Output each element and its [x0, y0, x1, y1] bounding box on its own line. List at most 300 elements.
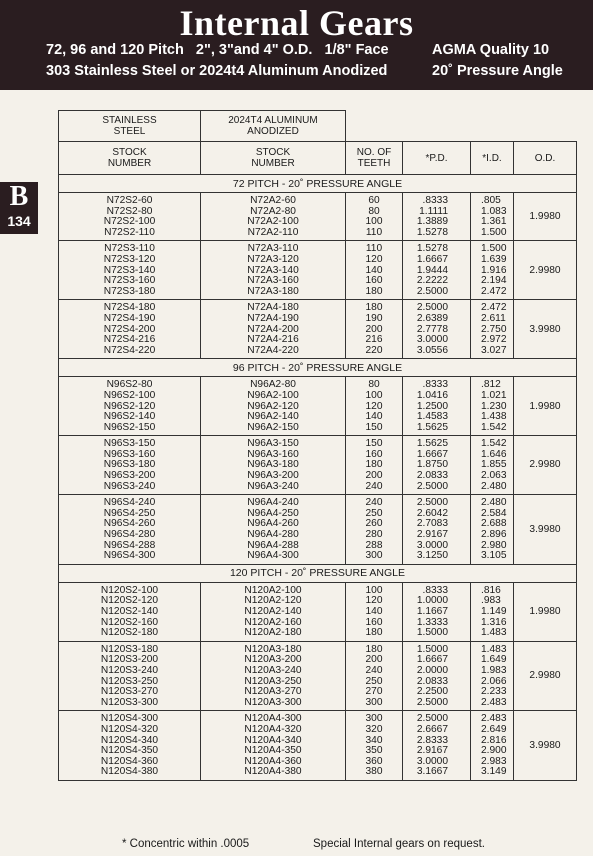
aluminum-stock: N72A2-100	[247, 216, 299, 228]
inside-diameter: 1.649	[481, 654, 507, 666]
teeth-cell	[346, 377, 403, 436]
teeth: 340	[365, 734, 383, 746]
teeth: 200	[365, 323, 383, 335]
teeth: 100	[365, 389, 383, 401]
section-row	[59, 359, 577, 377]
aluminum-stock-cell	[201, 641, 346, 711]
pitch-diameter-cell	[403, 377, 471, 436]
data-group	[59, 711, 577, 781]
aluminum-stock-cell	[201, 193, 346, 241]
pitch-diameter: 1.5625	[416, 438, 448, 450]
data-group	[59, 641, 577, 711]
pitch-diameter-cell	[403, 300, 471, 359]
aluminum-stock: N72A2-80	[250, 205, 296, 217]
inside-diameter: 2.063	[481, 470, 507, 482]
aluminum-stock-cell	[201, 711, 346, 781]
inside-diameter: 2.233	[481, 686, 507, 698]
teeth: 250	[365, 507, 383, 519]
column-header: *I.D.	[471, 142, 514, 175]
inside-diameter-cell	[471, 377, 514, 436]
aluminum-stock-cell	[201, 241, 346, 300]
aluminum-stock: N72A2-110	[247, 226, 299, 238]
aluminum-stock-cell	[201, 377, 346, 436]
inside-diameter: 3.027	[481, 344, 507, 356]
stainless-stock: N96S4-260	[103, 518, 156, 530]
stainless-stock: N96S4-280	[103, 529, 156, 541]
aluminum-stock: N96A3-180	[247, 459, 299, 471]
outside-diameter: 1.9980	[514, 582, 577, 641]
stainless-stock: N72S2-110	[104, 226, 155, 238]
pitch-diameter: 2.5000	[416, 713, 448, 725]
outside-diameter: 3.9980	[514, 300, 577, 359]
pitch-diameter: 1.4583	[416, 411, 448, 423]
teeth: 140	[365, 411, 383, 423]
teeth: 300	[365, 550, 383, 562]
pitch-diameter: 1.6667	[416, 253, 448, 265]
spec-line-1: 72, 96 and 120 Pitch 2", 3"and 4" O.D. 1/8" Face	[46, 42, 389, 58]
table-header-columns	[59, 142, 577, 175]
pitch-diameter: 3.0556	[416, 344, 448, 356]
teeth: 220	[365, 344, 383, 356]
aluminum-stock: N120A2-120	[244, 595, 302, 607]
pitch-diameter: 1.5000	[416, 627, 448, 639]
aluminum-stock: N96A2-120	[247, 400, 299, 412]
section-row	[59, 175, 577, 193]
outside-diameter: 2.9980	[514, 436, 577, 495]
inside-diameter: 2.816	[481, 734, 507, 746]
aluminum-stock: N120A3-300	[244, 696, 302, 708]
pitch-diameter: 3.0000	[416, 334, 448, 346]
footnote-special-request: Special Internal gears on request.	[313, 838, 485, 850]
data-group	[59, 436, 577, 495]
pitch-diameter: 1.1667	[416, 606, 448, 617]
stainless-stock: N72S3-180	[103, 285, 156, 297]
teeth-cell	[346, 495, 403, 565]
inside-diameter-cell	[471, 300, 514, 359]
teeth: 260	[365, 518, 383, 530]
stainless-stock: N120S3-300	[100, 696, 159, 708]
teeth: 288	[365, 539, 383, 551]
inside-diameter: 2.472	[481, 302, 507, 314]
inside-diameter: 1.639	[481, 253, 507, 265]
aluminum-stock: N96A4-240	[247, 497, 299, 509]
pitch-diameter-cell	[403, 436, 471, 495]
pitch-diameter: 1.3889	[416, 216, 448, 228]
stainless-stock: N120S2-100	[100, 584, 159, 596]
aluminum-stock: N72A2-60	[250, 195, 296, 206]
aluminum-stock: N96A4-250	[247, 507, 299, 519]
pitch-diameter: 2.9167	[416, 529, 448, 541]
inside-diameter: .805	[481, 195, 501, 206]
page-title: Internal Gears	[179, 3, 414, 43]
stainless-stock: N120S3-250	[100, 675, 159, 687]
stainless-stock: N72S2-60	[106, 195, 153, 206]
inside-diameter: 2.472	[481, 285, 507, 297]
section-title: 72 PITCH - 20˚ PRESSURE ANGLE	[59, 175, 577, 193]
data-group	[59, 377, 577, 436]
stainless-stock-cell	[59, 641, 201, 711]
pitch-diameter-cell	[403, 241, 471, 300]
inside-diameter: 1.083	[481, 205, 507, 217]
inside-diameter-cell	[471, 711, 514, 781]
inside-diameter: 3.105	[481, 550, 507, 562]
teeth: 240	[365, 664, 383, 676]
pitch-diameter: 1.6667	[416, 448, 448, 460]
stainless-stock: N72S2-80	[106, 205, 153, 217]
stainless-stock: N72S2-100	[103, 216, 156, 228]
pitch-diameter: 2.7778	[416, 323, 448, 335]
teeth: 100	[365, 216, 383, 228]
column-header: STOCK NUMBER	[59, 142, 201, 175]
outside-diameter: 2.9980	[514, 641, 577, 711]
stainless-stock: N120S2-140	[100, 606, 159, 617]
teeth: 180	[365, 627, 383, 639]
stainless-stock: N72S3-110	[104, 243, 155, 255]
stainless-stock: N96S2-150	[103, 421, 156, 433]
teeth: 140	[365, 606, 383, 617]
stainless-stock: N120S2-180	[100, 627, 159, 639]
spec-line-2: 303 Stainless Steel or 2024t4 Aluminum Anodized	[46, 63, 388, 79]
data-group	[59, 495, 577, 565]
teeth-cell	[346, 241, 403, 300]
inside-diameter: 1.500	[481, 226, 507, 238]
aluminum-stock: N120A4-360	[244, 755, 302, 767]
stainless-stock: N72S4-220	[103, 344, 156, 356]
teeth-cell	[346, 711, 403, 781]
stainless-stock: N96S4-240	[103, 497, 156, 509]
pitch-diameter: 1.6667	[416, 654, 448, 666]
teeth: 140	[365, 264, 383, 276]
teeth-cell	[346, 300, 403, 359]
aluminum-stock-cell	[201, 582, 346, 641]
teeth: 250	[365, 675, 383, 687]
stainless-stock: N120S4-300	[100, 713, 159, 725]
stainless-stock: N72S3-120	[103, 253, 156, 265]
inside-diameter: 1.316	[481, 616, 507, 628]
footnote-concentric: * Concentric within .0005	[122, 838, 250, 850]
inside-diameter: 2.980	[481, 539, 507, 551]
teeth: 190	[365, 312, 383, 324]
aluminum-stock: N120A2-160	[244, 616, 302, 628]
teeth: 380	[365, 766, 383, 778]
teeth: 60	[368, 195, 380, 206]
aluminum-stock: N120A3-180	[244, 643, 302, 655]
outside-diameter: 3.9980	[514, 495, 577, 565]
inside-diameter: 2.194	[481, 275, 507, 287]
aluminum-stock: N120A3-250	[244, 675, 302, 687]
aluminum-stock: N120A3-270	[244, 686, 302, 698]
teeth: 80	[368, 205, 380, 217]
aluminum-stock: N72A4-200	[247, 323, 299, 335]
aluminum-stock: N96A4-288	[247, 539, 299, 551]
aluminum-stock: N72A3-110	[247, 243, 299, 255]
pitch-diameter: 1.2500	[416, 400, 448, 412]
stainless-stock: N96S2-140	[103, 411, 156, 423]
inside-diameter: 1.483	[481, 643, 507, 655]
stainless-stock: N120S4-340	[100, 734, 159, 746]
inside-diameter: 1.021	[481, 389, 507, 401]
pitch-diameter: 2.5000	[416, 480, 448, 492]
inside-diameter: 2.649	[481, 723, 507, 735]
data-group	[59, 193, 577, 241]
inside-diameter: 1.361	[481, 216, 507, 228]
header-blank	[346, 111, 577, 142]
inside-diameter: 1.646	[481, 448, 507, 460]
inside-diameter: 2.480	[481, 480, 507, 492]
aluminum-stock: N72A3-140	[247, 264, 299, 276]
inside-diameter: 2.480	[481, 497, 507, 509]
data-group	[59, 300, 577, 359]
inside-diameter: 1.500	[481, 243, 507, 255]
aluminum-stock: N96A4-300	[247, 550, 299, 562]
stainless-stock-cell	[59, 377, 201, 436]
stainless-stock: N120S3-240	[100, 664, 159, 676]
inside-diameter: 2.483	[481, 713, 507, 725]
aluminum-stock: N120A2-140	[244, 606, 302, 617]
inside-diameter: 1.916	[481, 264, 507, 276]
pitch-diameter: 2.5000	[416, 285, 448, 297]
aluminum-stock: N96A3-160	[247, 448, 299, 460]
teeth: 110	[365, 226, 383, 238]
stainless-stock: N96S4-250	[103, 507, 156, 519]
inside-diameter-cell	[471, 241, 514, 300]
stainless-stock: N120S3-200	[100, 654, 159, 666]
inside-diameter: 2.896	[481, 529, 507, 541]
pitch-diameter: 2.2222	[416, 275, 448, 287]
pitch-diameter-cell	[403, 641, 471, 711]
stainless-stock: N96S2-100	[103, 389, 156, 401]
aluminum-stock-cell	[201, 436, 346, 495]
stainless-stock-cell	[59, 582, 201, 641]
stainless-stock: N96S4-288	[103, 539, 156, 551]
pitch-diameter: 2.9167	[416, 745, 448, 757]
teeth: 120	[365, 400, 383, 412]
aluminum-stock: N120A3-200	[244, 654, 302, 666]
pitch-diameter: 2.5000	[416, 696, 448, 708]
pitch-diameter: 2.6667	[416, 723, 448, 735]
section-tab	[0, 182, 38, 234]
stainless-stock-cell	[59, 241, 201, 300]
stainless-stock: N120S4-380	[100, 766, 159, 778]
teeth: 180	[365, 285, 383, 297]
inside-diameter-cell	[471, 641, 514, 711]
data-group	[59, 582, 577, 641]
aluminum-stock: N96A2-100	[247, 389, 299, 401]
inside-diameter: 2.750	[481, 323, 507, 335]
stainless-stock-cell	[59, 495, 201, 565]
teeth-cell	[346, 582, 403, 641]
stainless-stock-cell	[59, 193, 201, 241]
aluminum-stock: N96A4-260	[247, 518, 299, 530]
stainless-stock-cell	[59, 300, 201, 359]
stainless-stock: N72S4-190	[103, 312, 156, 324]
aluminum-stock: N96A2-150	[247, 421, 299, 433]
inside-diameter: 1.983	[481, 664, 507, 676]
pitch-diameter: 3.1250	[416, 550, 448, 562]
teeth: 240	[365, 480, 383, 492]
stainless-stock: N120S2-120	[100, 595, 159, 607]
pitch-diameter: 3.0000	[416, 539, 448, 551]
aluminum-stock: N120A3-240	[244, 664, 302, 676]
aluminum-stock: N120A4-350	[244, 745, 302, 757]
aluminum-stock: N72A3-160	[247, 275, 299, 287]
stainless-stock: N96S3-180	[103, 459, 156, 471]
pitch-diameter: .8333	[422, 379, 448, 391]
teeth: 80	[368, 379, 380, 391]
teeth: 150	[365, 421, 383, 433]
teeth: 160	[365, 448, 383, 460]
teeth-cell	[346, 436, 403, 495]
section-row	[59, 564, 577, 582]
pitch-diameter: 2.8333	[416, 734, 448, 746]
pitch-diameter: 1.9444	[416, 264, 448, 276]
inside-diameter: 2.584	[481, 507, 507, 519]
stainless-stock: N120S4-320	[100, 723, 159, 735]
pitch-diameter-cell	[403, 582, 471, 641]
stainless-stock: N120S4-350	[100, 745, 159, 757]
teeth: 180	[365, 302, 383, 314]
stainless-stock: N96S2-120	[103, 400, 156, 412]
spec-pressure-angle: 20˚ Pressure Angle	[432, 63, 563, 79]
teeth: 300	[365, 713, 383, 725]
inside-diameter: 3.149	[481, 766, 507, 778]
aluminum-stock: N120A4-340	[244, 734, 302, 746]
stainless-stock: N72S3-160	[103, 275, 156, 287]
aluminum-stock: N72A3-120	[247, 253, 299, 265]
pitch-diameter: 2.5000	[416, 302, 448, 314]
aluminum-stock: N96A3-200	[247, 470, 299, 482]
gear-table	[58, 110, 577, 781]
teeth: 270	[365, 686, 383, 698]
pitch-diameter: 1.8750	[416, 459, 448, 471]
inside-diameter: 1.483	[481, 627, 507, 639]
stainless-stock: N96S3-150	[103, 438, 156, 450]
teeth: 360	[365, 755, 383, 767]
inside-diameter: 2.066	[481, 675, 507, 687]
teeth: 240	[365, 497, 383, 509]
teeth: 160	[365, 275, 383, 287]
section-title: 120 PITCH - 20˚ PRESSURE ANGLE	[59, 564, 577, 582]
pitch-diameter-cell	[403, 193, 471, 241]
teeth: 150	[365, 438, 383, 450]
stainless-stock: N120S4-360	[100, 755, 159, 767]
inside-diameter: 2.900	[481, 745, 507, 757]
stainless-stock: N96S3-200	[103, 470, 156, 482]
inside-diameter: 1.438	[481, 411, 507, 423]
pitch-diameter: 3.1667	[416, 766, 448, 778]
inside-diameter: .812	[481, 379, 501, 391]
teeth: 320	[365, 723, 383, 735]
section-letter: B	[9, 181, 29, 212]
pitch-diameter: 2.5000	[416, 497, 448, 509]
column-header: O.D.	[514, 142, 577, 175]
aluminum-stock-cell	[201, 495, 346, 565]
stainless-stock: N96S3-240	[103, 480, 156, 492]
page-header	[0, 0, 593, 90]
inside-diameter: 2.972	[481, 334, 507, 346]
stainless-stock: N72S4-216	[103, 334, 156, 346]
inside-diameter: 1.149	[481, 606, 507, 617]
aluminum-stock: N72A3-180	[247, 285, 299, 297]
pitch-diameter: 1.5625	[416, 421, 448, 433]
aluminum-stock: N72A4-216	[247, 334, 299, 346]
teeth-cell	[346, 641, 403, 711]
teeth: 216	[365, 334, 383, 346]
teeth: 180	[365, 643, 383, 655]
pitch-diameter: 2.6389	[416, 312, 448, 324]
aluminum-stock: N96A2-80	[250, 379, 296, 391]
pitch-diameter: 1.0000	[416, 595, 448, 607]
pitch-diameter-cell	[403, 711, 471, 781]
pitch-diameter: 2.0000	[416, 664, 448, 676]
aluminum-stock: N120A4-380	[244, 766, 302, 778]
inside-diameter: 1.230	[481, 400, 507, 412]
aluminum-stock: N72A4-190	[247, 312, 299, 324]
stainless-stock-cell	[59, 436, 201, 495]
stainless-stock: N72S3-140	[103, 264, 156, 276]
pitch-diameter: 1.5000	[416, 643, 448, 655]
teeth: 350	[365, 745, 383, 757]
inside-diameter: 2.983	[481, 755, 507, 767]
inside-diameter: 2.611	[481, 312, 506, 324]
aluminum-stock: N96A4-280	[247, 529, 299, 541]
aluminum-stock-cell	[201, 300, 346, 359]
header-material: 2024T4 ALUMINUM ANODIZED	[201, 111, 346, 142]
aluminum-stock: N120A2-100	[244, 584, 302, 596]
inside-diameter-cell	[471, 495, 514, 565]
inside-diameter-cell	[471, 436, 514, 495]
stainless-stock-cell	[59, 711, 201, 781]
pitch-diameter: 2.6042	[416, 507, 448, 519]
teeth: 280	[365, 529, 383, 541]
aluminum-stock: N96A3-240	[247, 480, 299, 492]
teeth: 200	[365, 654, 383, 666]
data-group	[59, 241, 577, 300]
outside-diameter: 2.9980	[514, 241, 577, 300]
inside-diameter-cell	[471, 193, 514, 241]
inside-diameter: .816	[481, 584, 501, 596]
section-title: 96 PITCH - 20˚ PRESSURE ANGLE	[59, 359, 577, 377]
stainless-stock: N72S4-180	[103, 302, 156, 314]
aluminum-stock: N120A4-320	[244, 723, 302, 735]
header-material: STAINLESS STEEL	[59, 111, 201, 142]
outside-diameter: 1.9980	[514, 193, 577, 241]
teeth: 100	[365, 584, 383, 596]
teeth: 300	[365, 696, 383, 708]
teeth: 120	[365, 253, 383, 265]
column-header: *P.D.	[403, 142, 471, 175]
pitch-diameter-cell	[403, 495, 471, 565]
stainless-stock: N72S4-200	[103, 323, 156, 335]
pitch-diameter: 1.0416	[416, 389, 448, 401]
aluminum-stock: N120A4-300	[244, 713, 302, 725]
inside-diameter: 2.688	[481, 518, 507, 530]
stainless-stock: N120S3-180	[100, 643, 159, 655]
page-number: 134	[7, 213, 31, 229]
aluminum-stock: N120A2-180	[244, 627, 302, 639]
inside-diameter: 2.483	[481, 696, 507, 708]
pitch-diameter: 1.1111	[419, 205, 448, 217]
aluminum-stock: N72A4-180	[247, 302, 299, 314]
inside-diameter: 1.542	[481, 421, 507, 433]
stainless-stock: N96S4-300	[103, 550, 156, 562]
inside-diameter-cell	[471, 582, 514, 641]
aluminum-stock: N96A2-140	[247, 411, 299, 423]
teeth: 110	[365, 243, 383, 255]
outside-diameter: 3.9980	[514, 711, 577, 781]
teeth: 120	[365, 595, 383, 607]
inside-diameter: .983	[481, 595, 501, 607]
